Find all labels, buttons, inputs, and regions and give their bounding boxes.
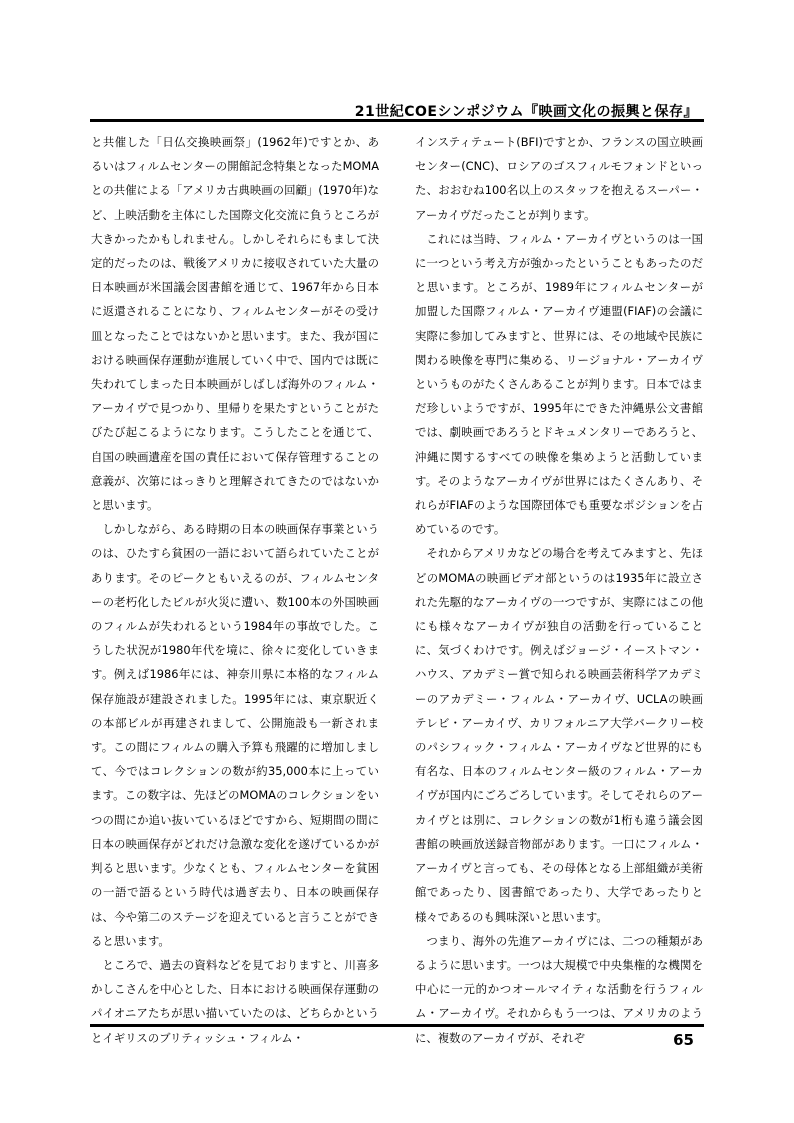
paragraph: これには当時、フィルム・アーカイヴというのは一国に一つという考え方が強かったということもあったのだと思います。ところが、1989年にフィルムセンターが加盟した国際フィルム・アーカイヴ連盟(FIAF)の会議に実際に参加してみますと、世界には、その地域や民族に関わる映像を専門に集める、リージョナル・アーカイヴというものがたくさんあることが判ります。日本ではまだ珍しいようですが、1995年にできた沖縄県公文書館では、劇映画であろうとドキュメンタリーであろうと、沖縄に関するすべての映像を集めようと活動しています。そのようなアーカイヴが世界にはたくさんあり、それらがFIAFのような国際団体でも重要なポジションを占めているのです。 xyxy=(415,231,703,537)
paragraph: しかしながら、ある時期の日本の映画保存事業というのは、ひたすら貧困の一語において語られていたことがあります。そのピークともいえるのが、フィルムセンターの老朽化したビルが火災に遭い、数100本の外国映画のフィルムが失われるという1984年の事故でした。こうした状況が1980年代を境に、徐々に変化していきます。例えば1986年には、神奈川県に本格的なフィルム保存施設が建設されました。1995年には、東京駅近くの本部ビルが再建されまして、公開施設も一新されます。この間にフィルムの購入予算も飛躍的に増加しまして、今ではコレクションの数が約35,000本に上っています。この数字は、先ほどのMOMAのコレクションをいつの間にか追い抜いているほどですから、短期間の間に日本の映画保存がどれだけ急激な変化を遂げているかが判ると思います。少なくとも、フィルムセンターを貧困の一語で語るという時代は過ぎ去り、日本の映画保存は、今や第二のステージを迎えていると言うことができると思います。 xyxy=(91,522,379,948)
header-rule xyxy=(90,119,704,122)
text-column-right xyxy=(415,130,703,1050)
paragraph: つまり、海外の先進アーカイヴには、二つの種類があるように思います。一つは大規模で中央集権的な機関を中心に一元的かつオールマイティな活動を行うフィルム・アーカイヴ。それからもう一つは、アメリカのように、複数のアーカイヴが、それぞ xyxy=(415,933,703,1045)
paragraph: インスティテュート(BFI)ですとか、フランスの国立映画センター(CNC)、ロシアのゴスフィルモフォンドといった、おおむね100名以上のスタッフを抱えるスーパー・アーカイヴだったことが判ります。 xyxy=(415,135,703,222)
paragraph: それからアメリカなどの場合を考えてみますと、先ほどのMOMAの映画ビデオ部というのは1935年に設立された先駆的なアーカイヴの一つですが、実際にはこの他にも様々なアーカイヴが独自の活動を行っていることに、気づくわけです。例えばジョージ・イーストマン・ハウス、アカデミー賞で知られる映画芸術科学アカデミーのアカデミー・フィルム・アーカイヴ、UCLAの映画テレビ・アーカイヴ、カリフォルニア大学バークリー校のパシフィック・フィルム・アーカイヴなど世界的にも有名な、日本のフィルムセンター級のフィルム・アーカイヴが国内にごろごろしています。そしてそれらのアーカイヴとは別に、コレクションの数が1桁も違う議会図書館の映画放送録音物部があります。一口にフィルム・アーカイヴと言っても、その母体となる上部組織が美術館であったり、図書館であったり、大学であったりと様々であるのも興味深いと思います。 xyxy=(415,546,703,924)
paragraph: ところで、過去の資料などを見ておりますと、川喜多かしこさんを中心とした、日本における映画保存運動のパイオニアたちが思い描いていたのは、どちらかというとイギリスのブリティッシュ・フィルム・ xyxy=(91,957,379,1045)
text-column-left xyxy=(91,130,379,1050)
running-header-title: 21世紀COEシンポジウム『映画文化の振興と保存』 xyxy=(354,104,698,120)
page-number: 65 xyxy=(673,1031,694,1049)
paragraph: と共催した「日仏交換映画祭」(1962年)ですとか、あるいはフィルムセンターの開館記念特集となったMOMAとの共催による「アメリカ古典映画の回顧」(1970年)など、上映活動を主体にした国際文化交流に負うところが大きかったかもしれません。しかしそれらにもまして決定的だったのは、戦後アメリカに接収されていた大量の日本映画が米国議会図書館を通じて、1967年から日本に返還されることになり、フィルムセンターがその受け皿となったことではないかと思います。また、我が国における映画保存運動が進展していく中で、国内では既に失われてしまった日本映画がしばしば海外のフィルム・アーカイヴで見つかり、里帰りを果たすということがたびたび起こるようになります。こうしたことを通じて、自国の映画遺産を国の責任において保存管理することの意義が、次第にはっきりと理解されてきたのではないかと思います。 xyxy=(91,135,379,513)
footer-rule xyxy=(90,1024,704,1027)
